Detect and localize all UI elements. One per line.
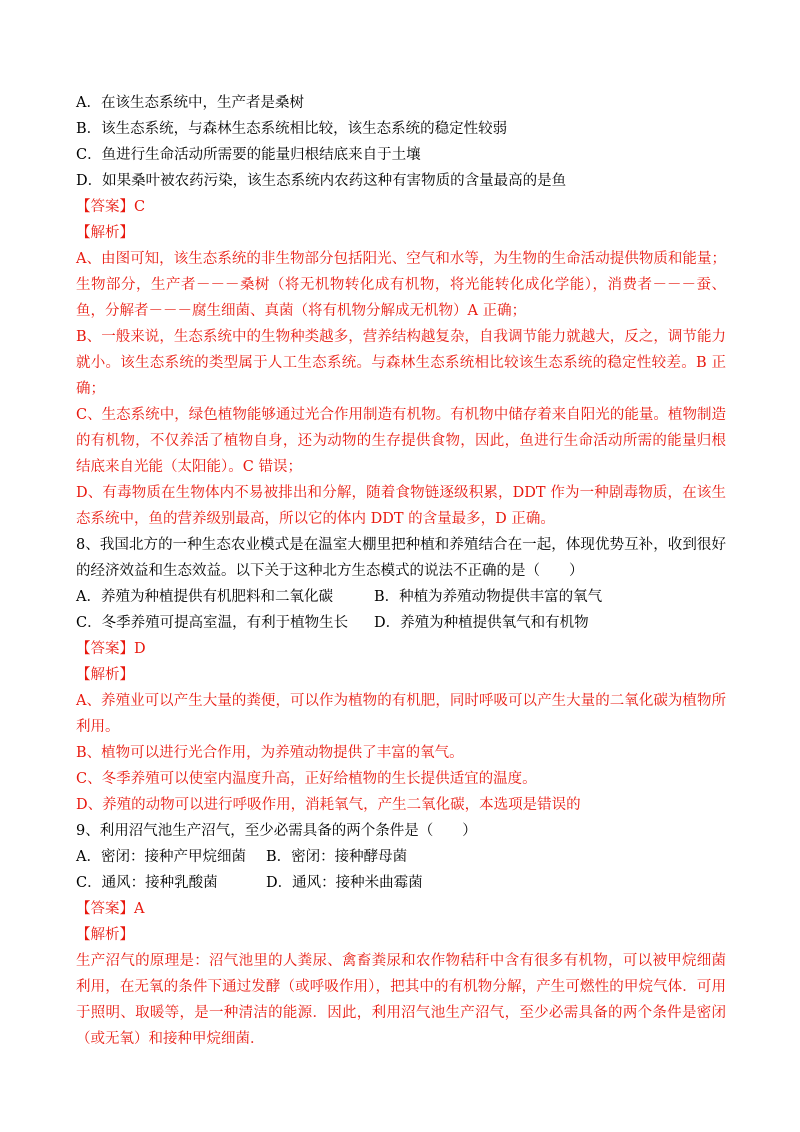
q8-options-row-1 <box>76 584 726 610</box>
q8-analysis-d: D、养殖的动物可以进行呼吸作用，消耗氧气，产生二氧化碳，本选项是错误的 <box>76 797 581 813</box>
q8-option-c: C．冬季养殖可提高室温，有利于植物生长 <box>76 615 349 631</box>
q8-answer-label: 【答案】 <box>76 641 134 657</box>
q9-options-row-1 <box>76 844 726 870</box>
q9-stem: 9、利用沼气池生产沼气，至少必需具备的两个条件是（ ） <box>76 823 477 839</box>
q7-option-c: C．鱼进行生命活动所需要的能量归根结底来自于土壤 <box>76 147 421 163</box>
q9-option-d: D．通风：接种米曲霉菌 <box>266 875 423 891</box>
q8-options-row-2 <box>76 610 726 636</box>
q8-analysis-a: A、养殖业可以产生大量的粪便，可以作为植物的有机肥，同时呼吸可以产生大量的二氧化碳为植物所利用。 <box>76 693 726 735</box>
q9-answer <box>76 896 726 922</box>
q7-answer <box>76 194 726 220</box>
q7-analysis-a: A、由图可知，该生态系统的非生物部分包括阳光、空气和水等，为生物的生命活动提供物质和能量；生物部分，生产者－－－桑树（将无机物转化成有机物，将光能转化成化学能），消费者－－－蚕、鱼，分解者－－－腐生细菌、真菌（将有机物分解成无机物）A 正确； <box>76 251 726 319</box>
q7-analysis-d: D、有毒物质在生物体内不易被排出和分解，随着食物链逐级积累，DDT 作为一种剧毒物质，在该生态系统中，鱼的营养级别最高，所以它的体内 DDT 的含量最多，D 正确。 <box>76 485 726 527</box>
q9-options-row-2 <box>76 870 726 896</box>
q7-option-b: B．该生态系统，与森林生态系统相比较，该生态系统的稳定性较弱 <box>76 121 508 137</box>
q9-option-a: A．密闭：接种产甲烷细菌 <box>76 849 246 865</box>
q9-answer-label: 【答案】 <box>76 901 134 917</box>
q8-answer <box>76 636 726 662</box>
q9-analysis-label: 【解析】 <box>76 927 134 943</box>
q7-analysis-c: C、生态系统中，绿色植物能够通过光合作用制造有机物。有机物中储存着来自阳光的能量。植物制造的有机物，不仅养活了植物自身，还为动物的生存提供食物，因此，鱼进行生命活动所需的能量归根结底来自光能（太阳能）。C 错误； <box>76 407 726 475</box>
q8-stem: 8、我国北方的一种生态农业模式是在温室大棚里把种植和养殖结合在一起，体现优势互补，收到很好的经济效益和生态效益。以下关于这种北方生态模式的说法不正确的是（ ） <box>76 537 726 579</box>
q8-analysis-b: B、植物可以进行光合作用，为养殖动物提供了丰富的氧气。 <box>76 745 464 761</box>
q8-analysis-label: 【解析】 <box>76 667 134 683</box>
q8-option-b: B．种植为养殖动物提供丰富的氧气 <box>374 589 603 605</box>
q8-analysis-c: C、冬季养殖可以使室内温度升高，正好给植物的生长提供适宜的温度。 <box>76 771 537 787</box>
q7-answer-value: C <box>134 199 146 215</box>
q7-analysis-b: B、一般来说，生态系统中的生物种类越多，营养结构越复杂，自我调节能力就越大，反之，调节能力就小。该生态系统的类型属于人工生态系统。与森林生态系统相比较该生态系统的稳定性较差。B 正确； <box>76 329 726 397</box>
q9-analysis: 生产沼气的原理是：沼气池里的人粪尿、禽畜粪尿和农作物秸秆中含有很多有机物，可以被甲烷细菌利用，在无氧的条件下通过发酵（或呼吸作用），把其中的有机物分解，产生可燃性的甲烷气体．可用于照明、取暖等，是一种清洁的能源．因此，利用沼气池生产沼气，至少必需具备的两个条件是密闭（或无氧）和接种甲烷细菌． <box>76 953 726 1047</box>
q7-answer-label: 【答案】 <box>76 199 134 215</box>
q9-answer-value: A <box>134 901 145 917</box>
q8-option-a: A．养殖为种植提供有机肥料和二氧化碳 <box>76 589 333 605</box>
q8-answer-value: D <box>134 641 146 657</box>
q9-option-b: B．密闭：接种酵母菌 <box>266 849 408 865</box>
q7-option-d: D．如果桑叶被农药污染，该生态系统内农药这种有害物质的含量最高的是鱼 <box>76 173 567 189</box>
document-page <box>76 90 726 1052</box>
q7-option-a: A．在该生态系统中，生产者是桑树 <box>76 95 304 111</box>
q7-analysis-label: 【解析】 <box>76 225 134 241</box>
q9-option-c: C．通风：接种乳酸菌 <box>76 875 218 891</box>
q8-option-d: D．养殖为种植提供氧气和有机物 <box>374 615 589 631</box>
